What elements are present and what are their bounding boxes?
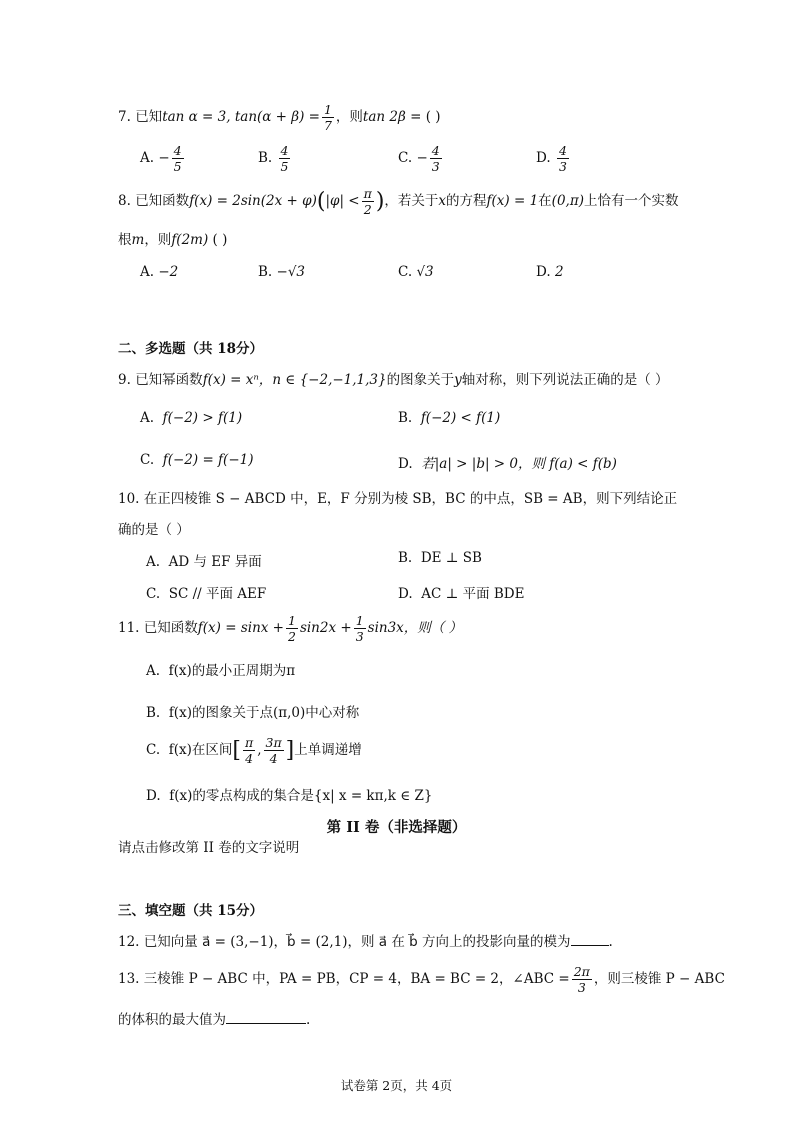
option-value: f(x)的图象关于点(π,0)中心对称 <box>168 705 360 721</box>
denominator: 5 <box>173 159 182 174</box>
option-value: 2 <box>554 264 564 280</box>
denominator: 2 <box>287 629 296 644</box>
question-number: 12. <box>118 934 140 950</box>
fraction <box>172 143 184 174</box>
question-text: 上恰有一个实数 <box>583 193 679 209</box>
question-text: . <box>306 1012 311 1028</box>
bracket-open: [ <box>232 738 241 763</box>
option-label: A. <box>140 264 155 280</box>
option-label: A. <box>140 410 155 426</box>
denominator: 7 <box>323 118 332 133</box>
option-label: D. <box>536 150 551 166</box>
math-var: x <box>438 193 447 209</box>
option-value: √3 <box>416 264 434 280</box>
option-value: f(−2) > f(1) <box>162 410 243 426</box>
option-value: f(x)的最小正周期为π <box>168 663 296 679</box>
math-expression: tan(α + β) = <box>234 109 320 125</box>
option-label: D. <box>536 264 551 280</box>
question-text: ，若关于 <box>384 193 439 209</box>
paren-close: ) <box>375 189 385 214</box>
fraction <box>362 186 374 217</box>
denominator: 3 <box>558 159 567 174</box>
fraction <box>264 735 284 766</box>
option-d <box>536 264 564 280</box>
denominator: 3 <box>355 629 364 644</box>
option-value: AC ⊥ 平面 BDE <box>421 586 525 602</box>
option-label: C. <box>398 150 413 166</box>
option-a <box>146 659 295 679</box>
answer-paren: ( ) <box>212 232 228 248</box>
math-expression: tan 2β = <box>362 109 422 125</box>
question-text: 根 <box>118 232 132 248</box>
numerator: 3π <box>265 735 282 750</box>
math-var: m <box>131 232 145 248</box>
question-10-line2: 确的是（ ） <box>118 522 190 538</box>
option-value: 上单调递增 <box>294 742 362 758</box>
numerator: π <box>363 186 372 201</box>
denominator: 4 <box>269 751 278 766</box>
option-label: B. <box>258 264 273 280</box>
option-label: D. <box>398 586 413 602</box>
section-title: 二、多选题（共 18分） <box>118 341 263 357</box>
question-9 <box>118 368 669 388</box>
question-text: ，则 <box>144 232 172 248</box>
option-value: f(−2) = f(−1) <box>162 452 254 468</box>
question-text: 的体积的最大值为 <box>118 1012 226 1028</box>
math-expression: f(x) = 1 <box>486 193 539 209</box>
answer-paren: ( ) <box>425 109 441 125</box>
denominator: 3 <box>431 159 440 174</box>
numerator: π <box>244 735 254 750</box>
fraction <box>557 143 569 174</box>
question-text: 轴对称，则下列说法正确的是（ ） <box>461 372 669 388</box>
option-a <box>140 143 186 174</box>
question-text: 已知函数 <box>143 620 198 636</box>
option-sign: − <box>416 150 428 166</box>
part-title: 第 II 卷（非选择题） <box>326 819 467 836</box>
option-label: A. <box>146 554 161 570</box>
question-10 <box>118 487 677 507</box>
question-text: 已知 <box>135 109 163 125</box>
option-b <box>398 410 500 426</box>
option-label: D. <box>398 456 413 472</box>
option-label: A. <box>146 663 161 679</box>
question-text: 已知函数 <box>135 193 190 209</box>
question-number: 13. <box>118 971 140 987</box>
fraction <box>354 613 366 644</box>
option-value: −2 <box>158 264 179 280</box>
option-a <box>146 550 262 570</box>
question-text: . <box>608 934 613 950</box>
question-text: ，则三棱锥 P − ABC <box>593 971 725 987</box>
math-expression: n ∈ {−2,−1,1,3} <box>272 372 387 388</box>
option-label: C. <box>146 586 161 602</box>
question-13 <box>118 964 725 995</box>
bracket-close: ] <box>285 738 295 763</box>
option-d <box>398 452 617 472</box>
option-c <box>398 143 444 174</box>
question-text: ，则 <box>335 109 363 125</box>
math-var: y <box>454 372 462 388</box>
option-value: SC // 平面 AEF <box>168 586 267 602</box>
option-value: 若|a| > |b| > 0，则 f(a) < f(b) <box>421 456 617 472</box>
option-sign: − <box>158 150 170 166</box>
option-label: B. <box>258 150 273 166</box>
option-b <box>258 264 305 280</box>
option-value: −√3 <box>276 264 306 280</box>
option-label: B. <box>146 705 161 721</box>
question-13-line2 <box>118 1008 310 1028</box>
option-label: A. <box>140 150 155 166</box>
option-d <box>146 784 433 804</box>
option-label: B. <box>398 410 413 426</box>
math-expression: sin3x，则（ ） <box>367 620 463 636</box>
numerator: 4 <box>173 143 182 158</box>
question-text: 的图象关于 <box>386 372 455 388</box>
option-b <box>258 143 292 174</box>
option-label: B. <box>398 550 413 566</box>
option-d <box>536 143 571 174</box>
question-text: 在正四棱锥 S − ABCD 中，E，F 分别为棱 SB，BC 的中点，SB = AB，则下列结论正 <box>143 491 678 507</box>
math-expression: f(x) = 2sin(2x + φ) <box>189 193 317 209</box>
question-12 <box>118 930 613 950</box>
answer-blank[interactable] <box>571 933 609 946</box>
option-value: DE ⊥ SB <box>420 550 482 566</box>
question-8-line2 <box>118 228 227 248</box>
question-11 <box>118 613 462 644</box>
question-text: 已知幂函数 <box>135 372 203 388</box>
option-a <box>140 264 178 280</box>
numerator: 1 <box>323 102 332 117</box>
option-label: C. <box>398 264 413 280</box>
option-value: AD 与 EF 异面 <box>168 554 262 570</box>
option-b <box>146 701 359 721</box>
question-number: 8. <box>118 193 131 209</box>
question-text: 已知向量 a⃗ = (3,−1)，b⃗ = (2,1)，则 a⃗ 在 b⃗ 方向上的投影向量的模为 <box>143 934 571 950</box>
question-text: 的方程 <box>446 193 487 209</box>
fraction <box>286 613 298 644</box>
fraction <box>243 735 255 766</box>
question-text: 三棱锥 P − ABC 中，PA = PB，CP = 4，BA = BC = 2，∠ABC = <box>143 971 570 987</box>
numerator: 4 <box>431 143 440 158</box>
math-expression: (0,π) <box>551 193 584 209</box>
paren-open: ( <box>316 189 326 214</box>
numerator: 4 <box>558 143 567 158</box>
math-expression: f(x) = sinx + <box>197 620 284 636</box>
math-expression: sin2x + <box>299 620 352 636</box>
option-c <box>146 735 362 766</box>
math-expression: f(2m) <box>171 232 209 248</box>
option-d <box>398 582 524 602</box>
question-number: 10. <box>118 491 140 507</box>
fraction <box>279 143 291 174</box>
option-label: C. <box>146 742 161 758</box>
denominator: 2 <box>363 202 372 217</box>
math-expression: f(x) = xⁿ， <box>202 372 273 388</box>
denominator: 5 <box>280 159 289 174</box>
option-a <box>140 410 242 426</box>
question-number: 11. <box>118 620 140 636</box>
comma: , <box>257 742 262 758</box>
math-expression: tan α = 3, <box>162 109 231 125</box>
question-number: 7. <box>118 109 131 125</box>
numerator: 4 <box>280 143 289 158</box>
option-value: f(x)的零点构成的集合是{x| x = kπ,k ∈ Z} <box>169 788 433 804</box>
option-b <box>398 550 482 566</box>
fraction <box>572 964 592 995</box>
denominator: 3 <box>577 980 586 995</box>
option-label: C. <box>140 452 155 468</box>
math-expression: |φ| < <box>325 193 360 209</box>
numerator: 1 <box>355 613 364 628</box>
question-7 <box>118 102 441 133</box>
fraction <box>322 102 334 133</box>
option-value: f(−2) < f(1) <box>420 410 501 426</box>
question-8 <box>118 186 678 217</box>
part-note: 请点击修改第 II 卷的文字说明 <box>118 840 300 856</box>
answer-blank[interactable] <box>226 1011 306 1024</box>
section-title: 三、填空题（共 15分） <box>118 903 263 919</box>
option-label: D. <box>146 788 161 804</box>
numerator: 1 <box>287 613 296 628</box>
question-number: 9. <box>118 372 131 388</box>
page-footer: 试卷第 2页，共 4页 <box>340 1078 453 1093</box>
numerator: 2π <box>573 964 590 979</box>
option-c <box>140 452 254 468</box>
question-text: 在 <box>538 193 552 209</box>
option-c <box>398 264 434 280</box>
denominator: 4 <box>245 751 254 766</box>
option-c <box>146 582 266 602</box>
option-value: f(x)在区间 <box>168 742 233 758</box>
fraction <box>430 143 442 174</box>
